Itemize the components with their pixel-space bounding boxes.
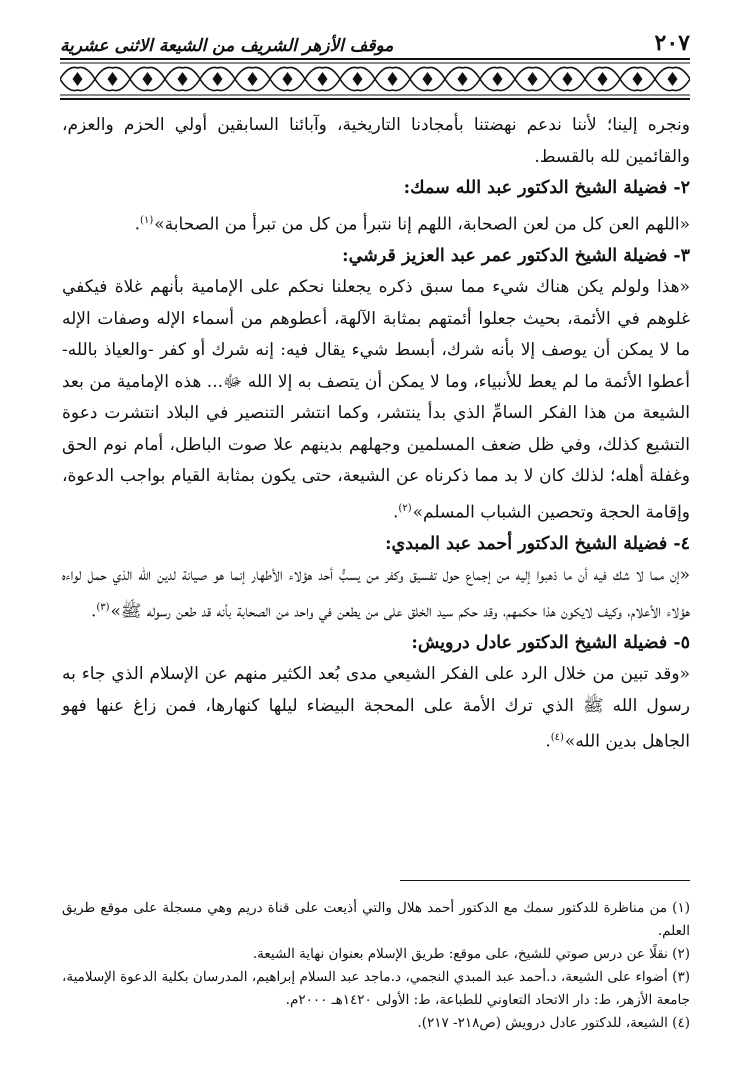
section-heading-3: ٣- فضيلة الشيخ الدكتور عمر عبد العزيز قرشي:: [342, 245, 690, 266]
running-title: موقف الأزهر الشريف من الشيعة الاثنى عشرية: [60, 36, 394, 56]
period: .: [134, 214, 141, 235]
footnote-2: (٢) نقلًا عن درس صوتي للشيخ، على موقع: طريق الإسلام بعنوان نهاية الشيعة.: [252, 946, 690, 962]
quote-text: «هذا ولولم يكن هناك شيء مما سبق ذكره يجعلنا نحكم على الإمامية بأنهم غلاة فيكفي غلوهم في الأئمة، بحيث جعلوا أئمتهم بمثابة الآلهة، أعطوهم من أسماء الإله وصفات الإله ما لا يمكن أن يوصف إلا بأنه شرك، أبسط شيء يقال فيه: إنه شرك أو كفر -والعياذ بالله- أعطوا الأئمة ما لم يعط للأنبياء، وما لا يمكن أن يتصف به إلا الله ﷻ... هذه الإمامية من بعد الشيعة من هذا الفكر السامِّ الذي بدأ ينتشر، وكما انتشر التنصير في البلاد انتشرت دعوة التشيع كذلك، وفي ظل ضعف المسلمين وجهلهم بدينهم علا صوت الباطل، أمام نوم الحق وغفلة أهله؛ لذلك كان لا بد مما ذكرناه عن الشيعة، حتى يكون بمثابة القيام بواجب الدعوة، وإقامة الحجة وتحصين الشباب المسلم»: [62, 277, 690, 523]
period: .: [90, 601, 97, 622]
quote-text: «اللهم العن كل من لعن الصحابة، اللهم إنا نتبرأ من كل من تبرأ من الصحابة»: [154, 214, 690, 235]
quote-text: «إن مما لا شك فيه أن ما ذهبوا إليه من إجماع حول تفسيق وكفر من يسبُّ أحد هؤلاء الأطهار إنما هو صيانة لدين الله الذي حمل لواءه هؤلاء الأعلام، وكيف لايكون هذا حكمهم، وقد حكم سيد الخلق على من يطعن في واحد من الصحابة بأنه قد طعن رسوله ﷺ»: [62, 565, 690, 622]
section-heading-2: ٢- فضيلة الشيخ الدكتور عبد الله سمك:: [403, 178, 690, 198]
footnote-ref: (١): [140, 214, 154, 226]
footnote-ref: (٣): [96, 601, 110, 613]
quote-4: [62, 560, 690, 628]
footnotes: [62, 880, 690, 1035]
period: .: [545, 732, 551, 753]
footnote-divider: [400, 880, 690, 881]
section-heading-4: ٤- فضيلة الشيخ الدكتور أحمد عبد المبدي:: [385, 533, 690, 554]
footnote-3: (٣) أضواء على الشيعة، د.أحمد عبد المبدي النجمي، د.ماجد عبد السلام إبراهيم، المدرسان بكلية الدعوة الإسلامية، جامعة الأزهر، ط: دار الاتحاد التعاوني للطباعة، ط: الأولى ١٤٢٠هـ ٢٠٠٠م.: [62, 969, 690, 1008]
quote-5: [62, 659, 690, 758]
quote-text: «وقد تبين من خلال الرد على الفكر الشيعي مدى بُعد الكثير منهم عن الإسلام الذي جاء به رسول الله ﷺ الذي ترك الأمة على المحجة البيضاء ليلها كنهارها، فمن زاغ عنها فهو الجاهل بدين الله»: [62, 664, 690, 753]
period: .: [393, 502, 399, 523]
arabesque-border-icon: [60, 56, 690, 102]
quote-3: [62, 272, 690, 529]
main-text: [62, 110, 690, 759]
page-header: [60, 28, 690, 56]
page-number: ٢٠٧: [654, 30, 690, 56]
footnote-1: (١) من مناظرة للدكتور سمك مع الدكتور أحمد هلال والتي أذيعت على قناة دريم وهي مسجلة على موقع طريق العلم.: [62, 900, 690, 939]
paragraph: ونجره إلينا؛ لأننا ندعم نهضتنا بأمجادنا التاريخية، وآبائنا السابقين أولي الحزم والعزم، والقائمين لله بالقسط.: [62, 115, 690, 167]
footnote-ref: (٤): [550, 732, 564, 744]
quote-2: [62, 205, 690, 241]
section-heading-5: ٥- فضيلة الشيخ الدكتور عادل درويش:: [411, 632, 690, 653]
footnote-ref: (٢): [398, 502, 412, 514]
footnote-4: (٤) الشيعة، للدكتور عادل درويش (ص٢١٨- ٢١٧).: [417, 1015, 690, 1031]
